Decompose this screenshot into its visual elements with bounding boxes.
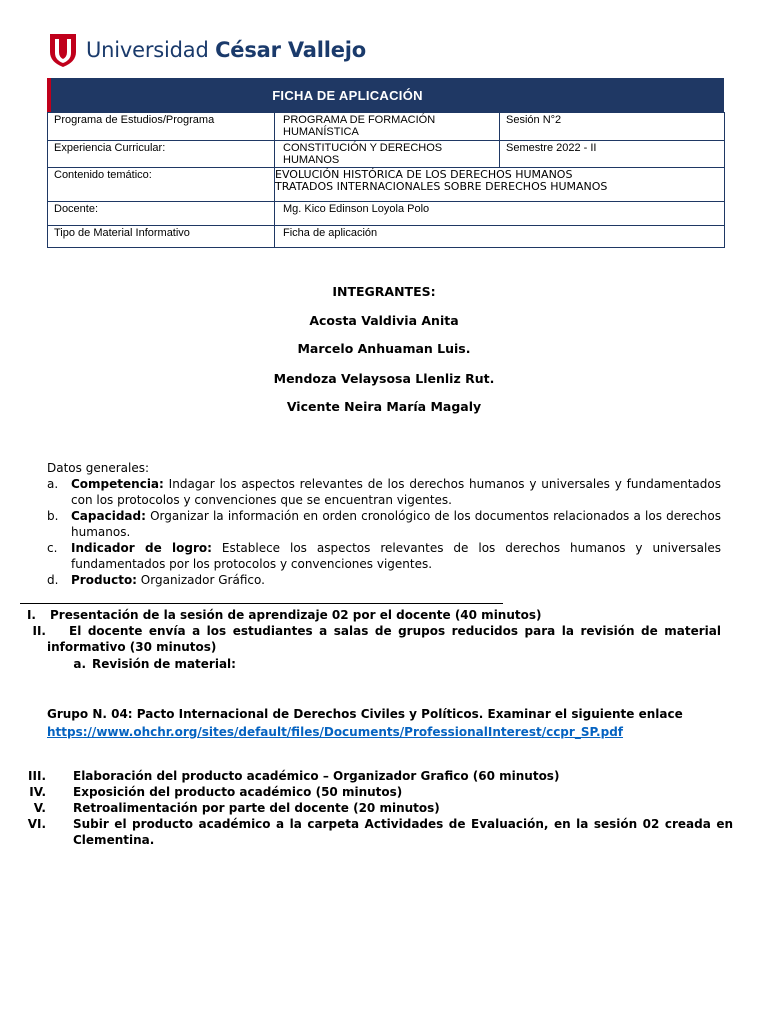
divider-line <box>20 603 503 604</box>
contenido-line-2: TRATADOS INTERNACIONALES SOBRE DERECHOS HUMANOS <box>275 180 608 193</box>
row-value <box>275 168 725 202</box>
row-value: PROGRAMA DE FORMACIÓN HUMANÍSTICA <box>275 113 500 141</box>
session-step: I. Presentación de la sesión de aprendizaje 02 por el docente (40 minutos) <box>26 608 542 622</box>
list-item: a. Competencia: Indagar los aspectos relevantes de los derechos humanos y universales y fundamentados con los protocolos y convenciones que se encuentran vigentes. <box>47 477 721 507</box>
info-table <box>47 112 725 248</box>
ucv-shield-icon <box>48 32 78 68</box>
integrante-name: Marcelo Anhuaman Luis. <box>297 341 471 356</box>
table-row <box>48 226 725 248</box>
table-row <box>48 113 725 141</box>
session-step: III. Elaboración del producto académico – Organizador Grafico (60 minutos) <box>28 769 560 783</box>
grupo-text: Grupo N. 04: Pacto Internacional de Derechos Civiles y Políticos. Examinar el siguiente enlace <box>47 707 683 721</box>
row-value: Ficha de aplicación <box>275 226 725 248</box>
session-step: V. Retroalimentación por parte del docente (20 minutos) <box>33 801 440 815</box>
session-step: IV. Exposición del producto académico (50 minutos) <box>29 785 403 799</box>
list-item: b. Capacidad: Organizar la información en orden cronológico de los documentos relacionados a los derechos humanos. <box>47 509 721 539</box>
integrante-name: Mendoza Velaysosa Llenliz Rut. <box>273 371 495 386</box>
row-label: Docente: <box>48 202 275 226</box>
university-name: Universidad César Vallejo <box>86 38 367 62</box>
table-row <box>48 168 725 202</box>
table-row <box>48 202 725 226</box>
resource-link-row <box>47 724 721 740</box>
ficha-title: FICHA DE APLICACIÓN <box>272 87 423 103</box>
datos-heading: Datos generales: <box>47 461 149 475</box>
sub-step: a. Revisión de material: <box>73 657 236 671</box>
row-label: Tipo de Material Informativo <box>48 226 275 248</box>
list-item: c. Indicador de logro: Establece los aspectos relevantes de los derechos humanos y universales fundamentados por los protocolos y convenciones vigentes. <box>47 541 721 571</box>
integrantes-heading: INTEGRANTES: <box>332 284 436 299</box>
university-logo <box>48 30 366 70</box>
session-step: II. El docente envía a los estudiantes a salas de grupos reducidos para la revisión de material informativo (30 minutos) <box>32 624 721 654</box>
row-label: Experiencia Curricular: <box>48 141 275 168</box>
row-value: CONSTITUCIÓN Y DERECHOS HUMANOS <box>275 141 500 168</box>
integrante-name: Acosta Valdivia Anita <box>309 313 459 328</box>
list-item: d. Producto: Organizador Gráfico. <box>47 573 265 587</box>
contenido-line-1: EVOLUCIÓN HISTÓRICA DE LOS DERECHOS HUMANOS <box>275 168 573 181</box>
row-value: Mg. Kico Edinson Loyola Polo <box>275 202 725 226</box>
ccpr-link[interactable]: https://www.ohchr.org/sites/default/files/Documents/ProfessionalInterest/ccpr_SP.pdf <box>47 725 624 739</box>
table-row <box>48 141 725 168</box>
row-extra: Sesión N°2 <box>500 113 725 141</box>
ficha-table <box>47 78 724 248</box>
integrante-name: Vicente Neira María Magaly <box>286 399 482 414</box>
session-step: VI. Subir el producto académico a la carpeta Actividades de Evaluación, en la sesión 02 creada en Clementina. <box>27 817 733 847</box>
row-label: Programa de Estudios/Programa <box>48 113 275 141</box>
row-extra: Semestre 2022 - II <box>500 141 725 168</box>
row-label: Contenido temático: <box>48 168 275 202</box>
datos-generales <box>47 460 721 588</box>
ficha-title-bar <box>47 78 724 112</box>
